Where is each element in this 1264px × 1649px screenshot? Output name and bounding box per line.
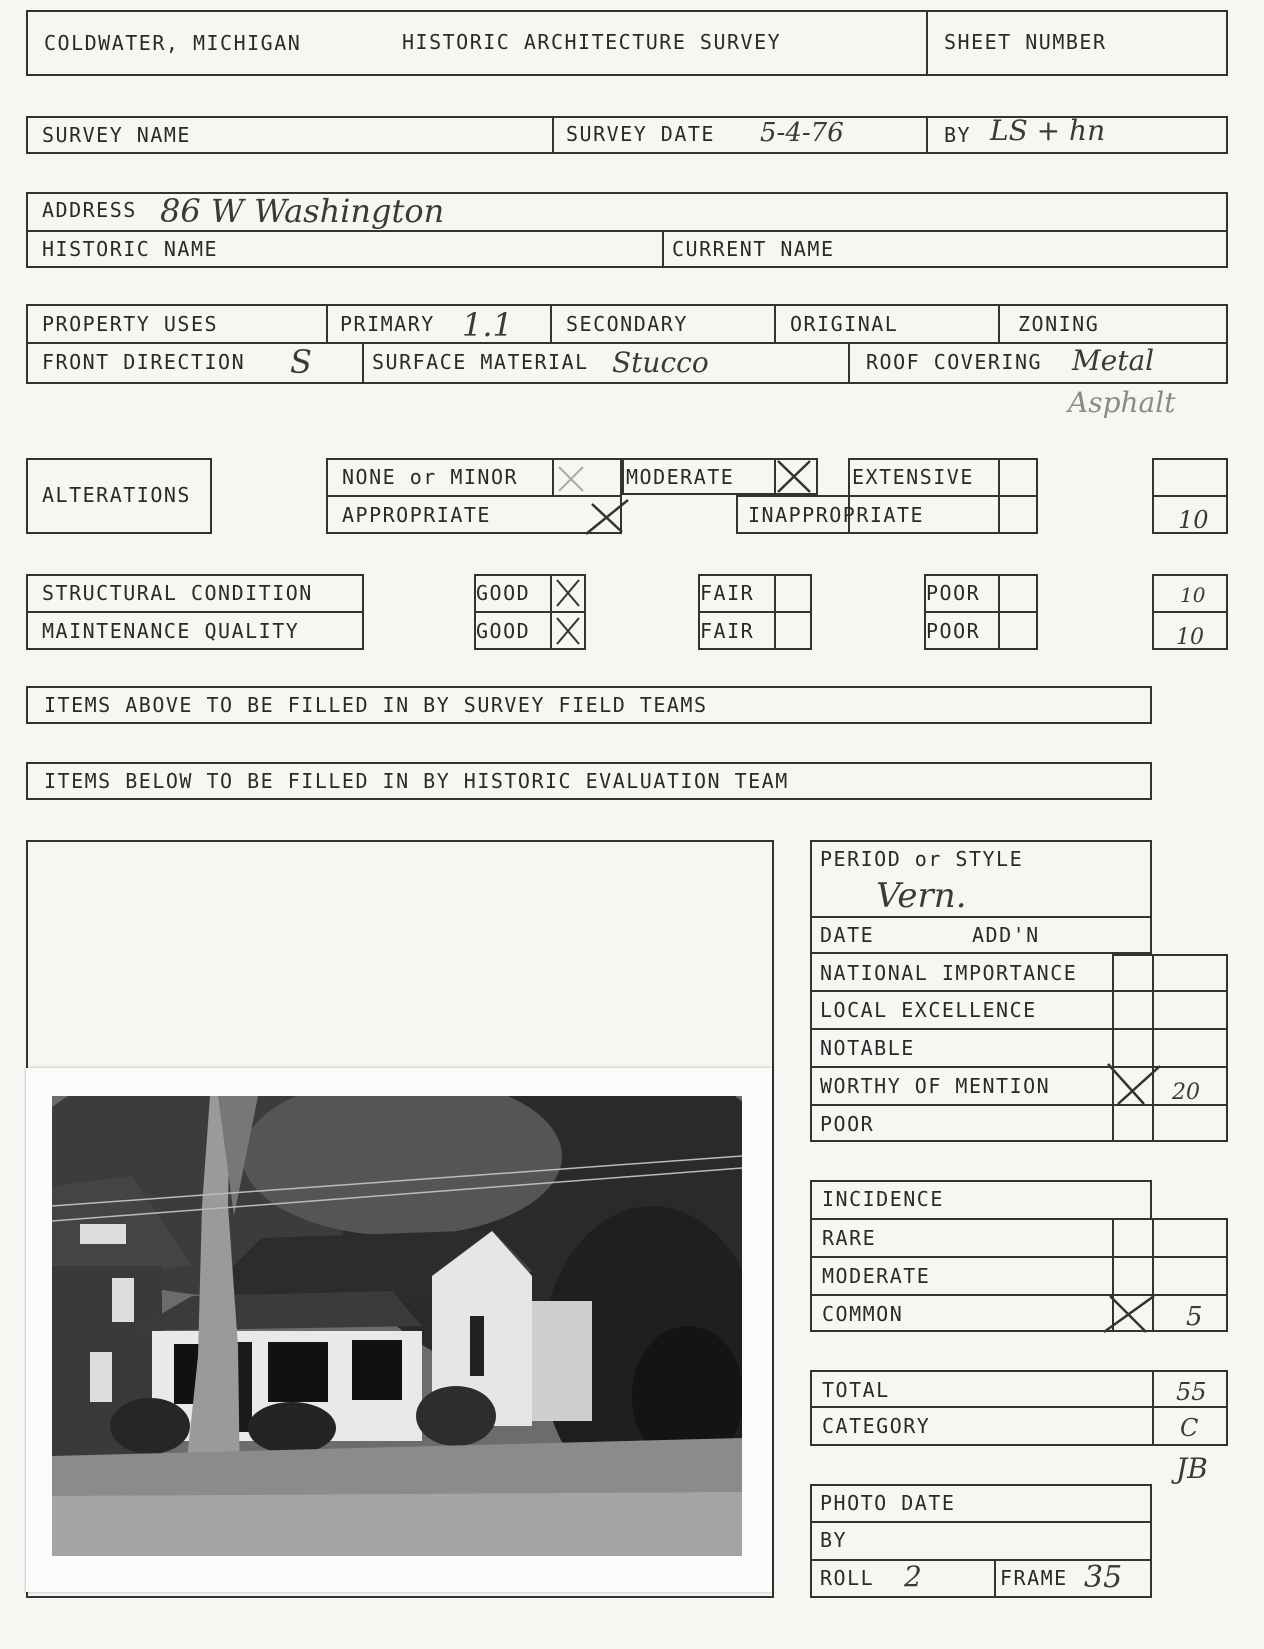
inappropriate-label: INAPPROPRIATE bbox=[748, 503, 925, 527]
good-x-mark-2 bbox=[552, 614, 584, 648]
alterations-score: 10 bbox=[1178, 506, 1209, 534]
divider bbox=[774, 574, 776, 650]
roof-covering-value: Metal bbox=[1072, 344, 1155, 377]
divider bbox=[662, 230, 664, 268]
divider bbox=[1152, 1370, 1154, 1446]
primary-label: PRIMARY bbox=[340, 312, 435, 336]
alterations-label: ALTERATIONS bbox=[42, 483, 191, 507]
house-photograph bbox=[26, 1068, 772, 1592]
divider bbox=[810, 1406, 1228, 1408]
divider bbox=[994, 1559, 996, 1598]
incidence-moderate-label: MODERATE bbox=[822, 1264, 931, 1288]
evaluator-initials: JB bbox=[1176, 1452, 1208, 1485]
local-excellence-label: LOCAL EXCELLENCE bbox=[820, 998, 1037, 1022]
divider bbox=[698, 611, 812, 613]
roll-value: 2 bbox=[904, 1560, 922, 1593]
fair-label-2: FAIR bbox=[700, 619, 755, 643]
original-label: ORIGINAL bbox=[790, 312, 899, 336]
divider bbox=[848, 342, 850, 384]
divider bbox=[1152, 611, 1228, 613]
divider bbox=[924, 611, 1038, 613]
roof-covering-label: ROOF COVERING bbox=[866, 350, 1043, 374]
city-label: COLDWATER, MICHIGAN bbox=[44, 31, 302, 55]
divider bbox=[774, 304, 776, 342]
surface-material-label: SURFACE MATERIAL bbox=[372, 350, 589, 374]
moderate-x-mark bbox=[774, 458, 814, 495]
primary-value: 1.1 bbox=[462, 306, 513, 344]
divider bbox=[326, 495, 622, 497]
appropriate-x-mark bbox=[584, 496, 632, 536]
roll-label: ROLL bbox=[820, 1566, 875, 1590]
structural-condition-label: STRUCTURAL CONDITION bbox=[42, 581, 313, 605]
category-value: C bbox=[1180, 1414, 1199, 1442]
by-value: LS + hn bbox=[990, 114, 1106, 147]
period-value: Vern. bbox=[876, 876, 967, 916]
good-label-1: GOOD bbox=[476, 581, 531, 605]
sheet-number-label: SHEET NUMBER bbox=[944, 30, 1107, 54]
divider bbox=[810, 1294, 1228, 1296]
eval-poor-label: POOR bbox=[820, 1112, 875, 1136]
divider bbox=[926, 10, 928, 76]
rare-label: RARE bbox=[822, 1226, 877, 1250]
pencil-x-mark bbox=[556, 464, 586, 494]
appropriate-label: APPROPRIATE bbox=[342, 503, 491, 527]
photo-by-label: BY bbox=[820, 1528, 848, 1552]
divider bbox=[736, 495, 1038, 497]
addn-label: ADD'N bbox=[972, 923, 1040, 947]
worthy-label: WORTHY OF MENTION bbox=[820, 1074, 1051, 1098]
secondary-label: SECONDARY bbox=[566, 312, 688, 336]
fair-label-1: FAIR bbox=[700, 581, 755, 605]
maintenance-quality-label: MAINTENANCE QUALITY bbox=[42, 619, 300, 643]
incidence-label: INCIDENCE bbox=[822, 1187, 944, 1211]
common-score: 5 bbox=[1186, 1302, 1203, 1332]
divider bbox=[810, 1521, 1152, 1523]
divider bbox=[552, 116, 554, 154]
historic-name-label: HISTORIC NAME bbox=[42, 237, 219, 261]
divider bbox=[26, 342, 1228, 344]
national-importance-label: NATIONAL IMPORTANCE bbox=[820, 961, 1078, 985]
divider bbox=[362, 342, 364, 384]
form-title: HISTORIC ARCHITECTURE SURVEY bbox=[402, 30, 782, 54]
maintenance-score: 10 bbox=[1176, 625, 1204, 650]
notable-label: NOTABLE bbox=[820, 1036, 915, 1060]
divider bbox=[1112, 954, 1114, 1142]
note-below: ITEMS BELOW TO BE FILLED IN BY HISTORIC EVALUATION TEAM bbox=[44, 769, 789, 793]
property-uses-label: PROPERTY USES bbox=[42, 312, 219, 336]
note-above: ITEMS ABOVE TO BE FILLED IN BY SURVEY FIELD TEAMS bbox=[44, 693, 708, 717]
divider bbox=[1112, 954, 1228, 956]
survey-name-label: SURVEY NAME bbox=[42, 123, 191, 147]
current-name-label: CURRENT NAME bbox=[672, 237, 835, 261]
divider bbox=[810, 990, 1228, 992]
divider bbox=[26, 230, 1228, 232]
survey-date-value: 5-4-76 bbox=[760, 118, 844, 148]
date-label: DATE bbox=[820, 923, 875, 947]
address-label: ADDRESS bbox=[42, 198, 137, 222]
total-label: TOTAL bbox=[822, 1378, 890, 1402]
survey-date-label: SURVEY DATE bbox=[566, 122, 715, 146]
roof-covering-extra: Asphalt bbox=[1068, 386, 1176, 419]
structural-score: 10 bbox=[1180, 583, 1206, 607]
divider bbox=[810, 1256, 1228, 1258]
period-label: PERIOD or STYLE bbox=[820, 847, 1024, 871]
divider bbox=[1152, 954, 1154, 1142]
good-x-mark-1 bbox=[552, 576, 584, 610]
divider bbox=[926, 116, 928, 154]
front-direction-value: S bbox=[290, 343, 312, 381]
front-direction-label: FRONT DIRECTION bbox=[42, 350, 246, 374]
divider bbox=[474, 611, 586, 613]
common-label: COMMON bbox=[822, 1302, 904, 1326]
frame-value: 35 bbox=[1084, 1560, 1123, 1595]
house-photo-image bbox=[52, 1096, 742, 1556]
address-value: 86 W Washington bbox=[160, 192, 445, 230]
poor-label-1: POOR bbox=[926, 581, 981, 605]
poor-label-2: POOR bbox=[926, 619, 981, 643]
common-x-mark bbox=[1100, 1292, 1160, 1336]
divider bbox=[326, 304, 328, 342]
good-label-2: GOOD bbox=[476, 619, 531, 643]
none-minor-label: NONE or MINOR bbox=[342, 465, 519, 489]
surface-material-value: Stucco bbox=[612, 346, 709, 379]
divider bbox=[810, 1028, 1228, 1030]
divider bbox=[550, 304, 552, 342]
divider bbox=[810, 1066, 1228, 1068]
divider bbox=[736, 495, 738, 534]
by-label: BY bbox=[944, 123, 972, 147]
divider bbox=[552, 458, 554, 495]
worthy-x-mark bbox=[1104, 1060, 1164, 1108]
divider bbox=[998, 574, 1000, 650]
moderate-label: MODERATE bbox=[626, 465, 735, 489]
category-label: CATEGORY bbox=[822, 1414, 931, 1438]
divider bbox=[736, 532, 848, 534]
extensive-label: EXTENSIVE bbox=[852, 465, 974, 489]
photo-date-label: PHOTO DATE bbox=[820, 1491, 956, 1515]
total-value: 55 bbox=[1176, 1378, 1207, 1406]
divider bbox=[810, 1104, 1228, 1106]
divider bbox=[26, 611, 364, 613]
divider bbox=[998, 304, 1000, 342]
divider bbox=[1152, 495, 1228, 497]
zoning-label: ZONING bbox=[1018, 312, 1100, 336]
worthy-score: 20 bbox=[1172, 1080, 1200, 1105]
frame-label: FRAME bbox=[1000, 1566, 1068, 1590]
